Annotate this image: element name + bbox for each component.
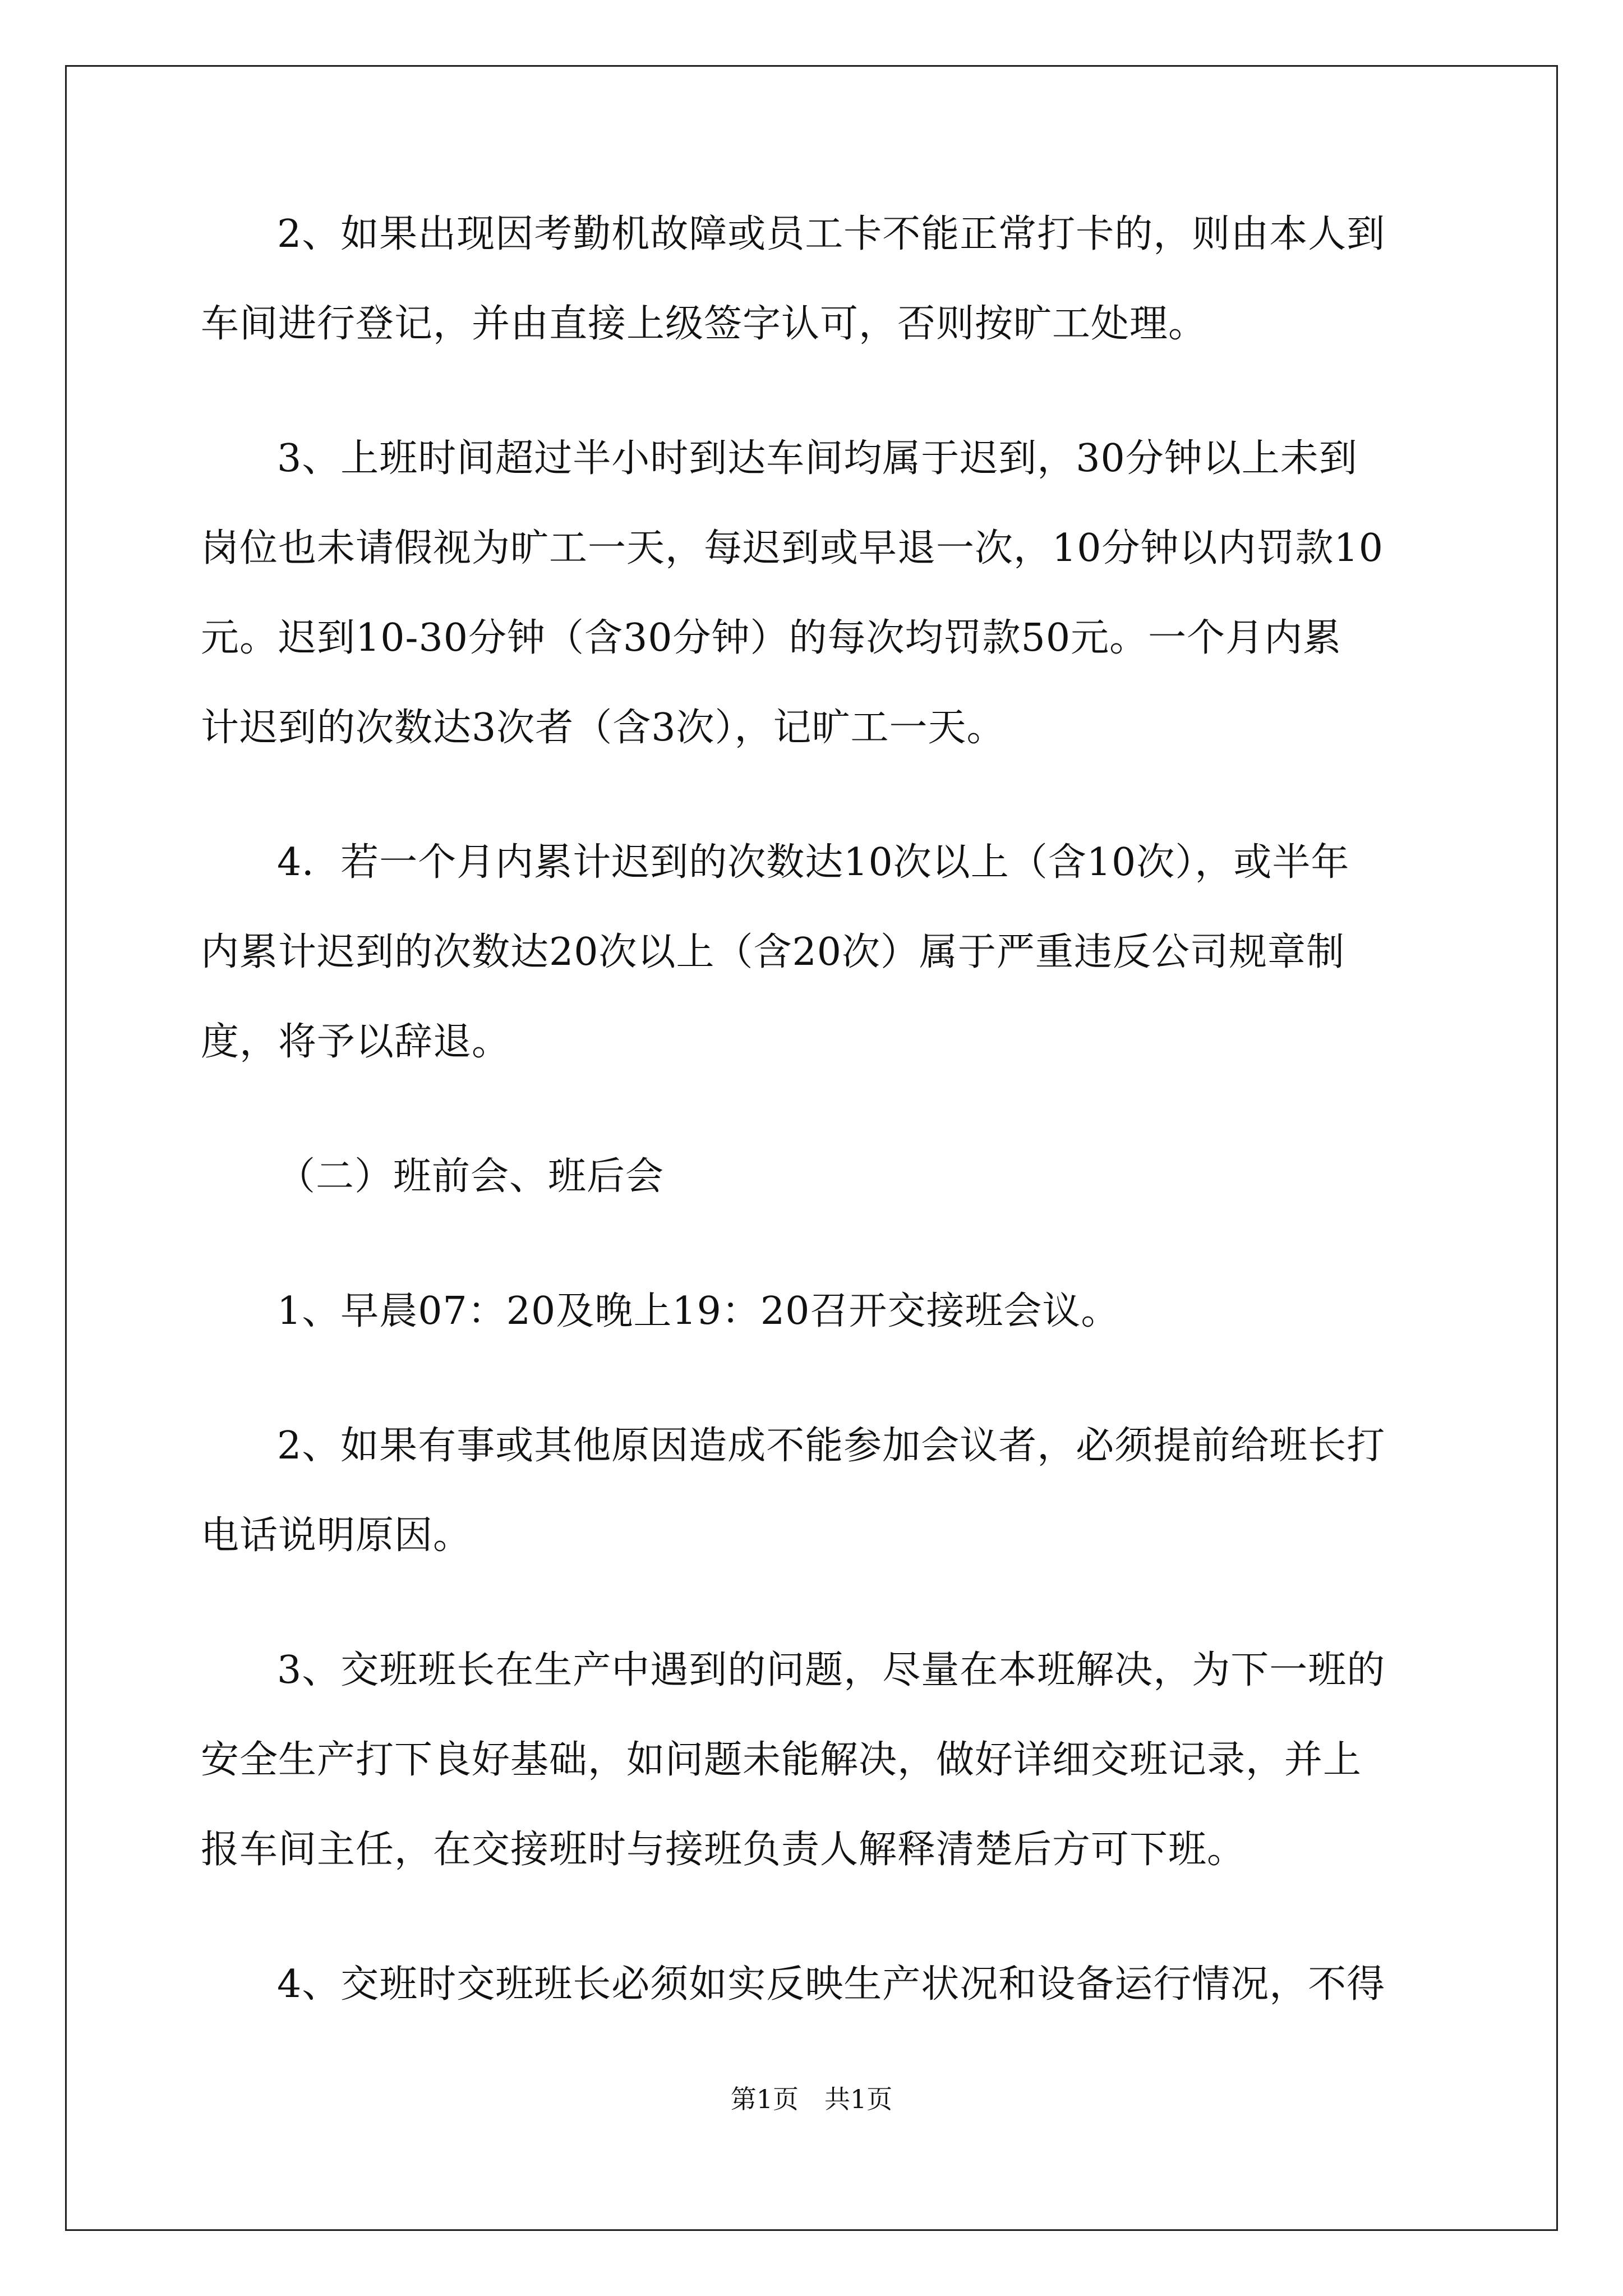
- paragraph-line: 2、如果有事或其他原因造成不能参加会议者，必须提前给班长打: [277, 1424, 1386, 1468]
- paragraph-line: 度，将予以辞退。: [201, 1020, 511, 1064]
- paragraph-line: 岗位也未请假视为旷工一天，每迟到或早退一次，10分钟以内罚款10: [201, 526, 1384, 570]
- paragraph-line: 4．若一个月内累计迟到的次数达10次以上（含10次），或半年: [277, 840, 1350, 885]
- paragraph-line: 1、早晨07：20及晚上19：20召开交接班会议。: [277, 1289, 1120, 1333]
- page-border: [65, 65, 1558, 2231]
- paragraph-line: 报车间主任，在交接班时与接班负责人解释清楚后方可下班。: [201, 1828, 1246, 1872]
- paragraph-line: 电话说明原因。: [201, 1513, 472, 1558]
- page-number-footer: 第1页 共1页: [730, 2084, 893, 2114]
- paragraph-line: 3、交班班长在生产中遇到的问题，尽量在本班解决，为下一班的: [277, 1648, 1386, 1692]
- paragraph-line: 2、如果出现因考勤机故障或员工卡不能正常打卡的，则由本人到: [277, 212, 1386, 256]
- paragraph-line: 3、上班时间超过半小时到达车间均属于迟到，30分钟以上未到: [277, 436, 1358, 481]
- section-heading: （二）班前会、班后会: [277, 1154, 665, 1199]
- paragraph-line: 元。迟到10-30分钟（含30分钟）的每次均罚款50元。一个月内累: [201, 616, 1342, 660]
- paragraph-line: 车间进行登记，并由直接上级签字认可，否则按旷工处理。: [201, 302, 1207, 346]
- paragraph-line: 内累计迟到的次数达20次以上（含20次）属于严重违反公司规章制: [201, 930, 1345, 974]
- paragraph-line: 安全生产打下良好基础，如问题未能解决，做好详细交班记录，并上: [201, 1738, 1362, 1782]
- paragraph-line: 计迟到的次数达3次者（含3次），记旷工一天。: [201, 706, 1006, 750]
- paragraph-line: 4、交班时交班班长必须如实反映生产状况和设备运行情况，不得: [277, 1962, 1386, 2007]
